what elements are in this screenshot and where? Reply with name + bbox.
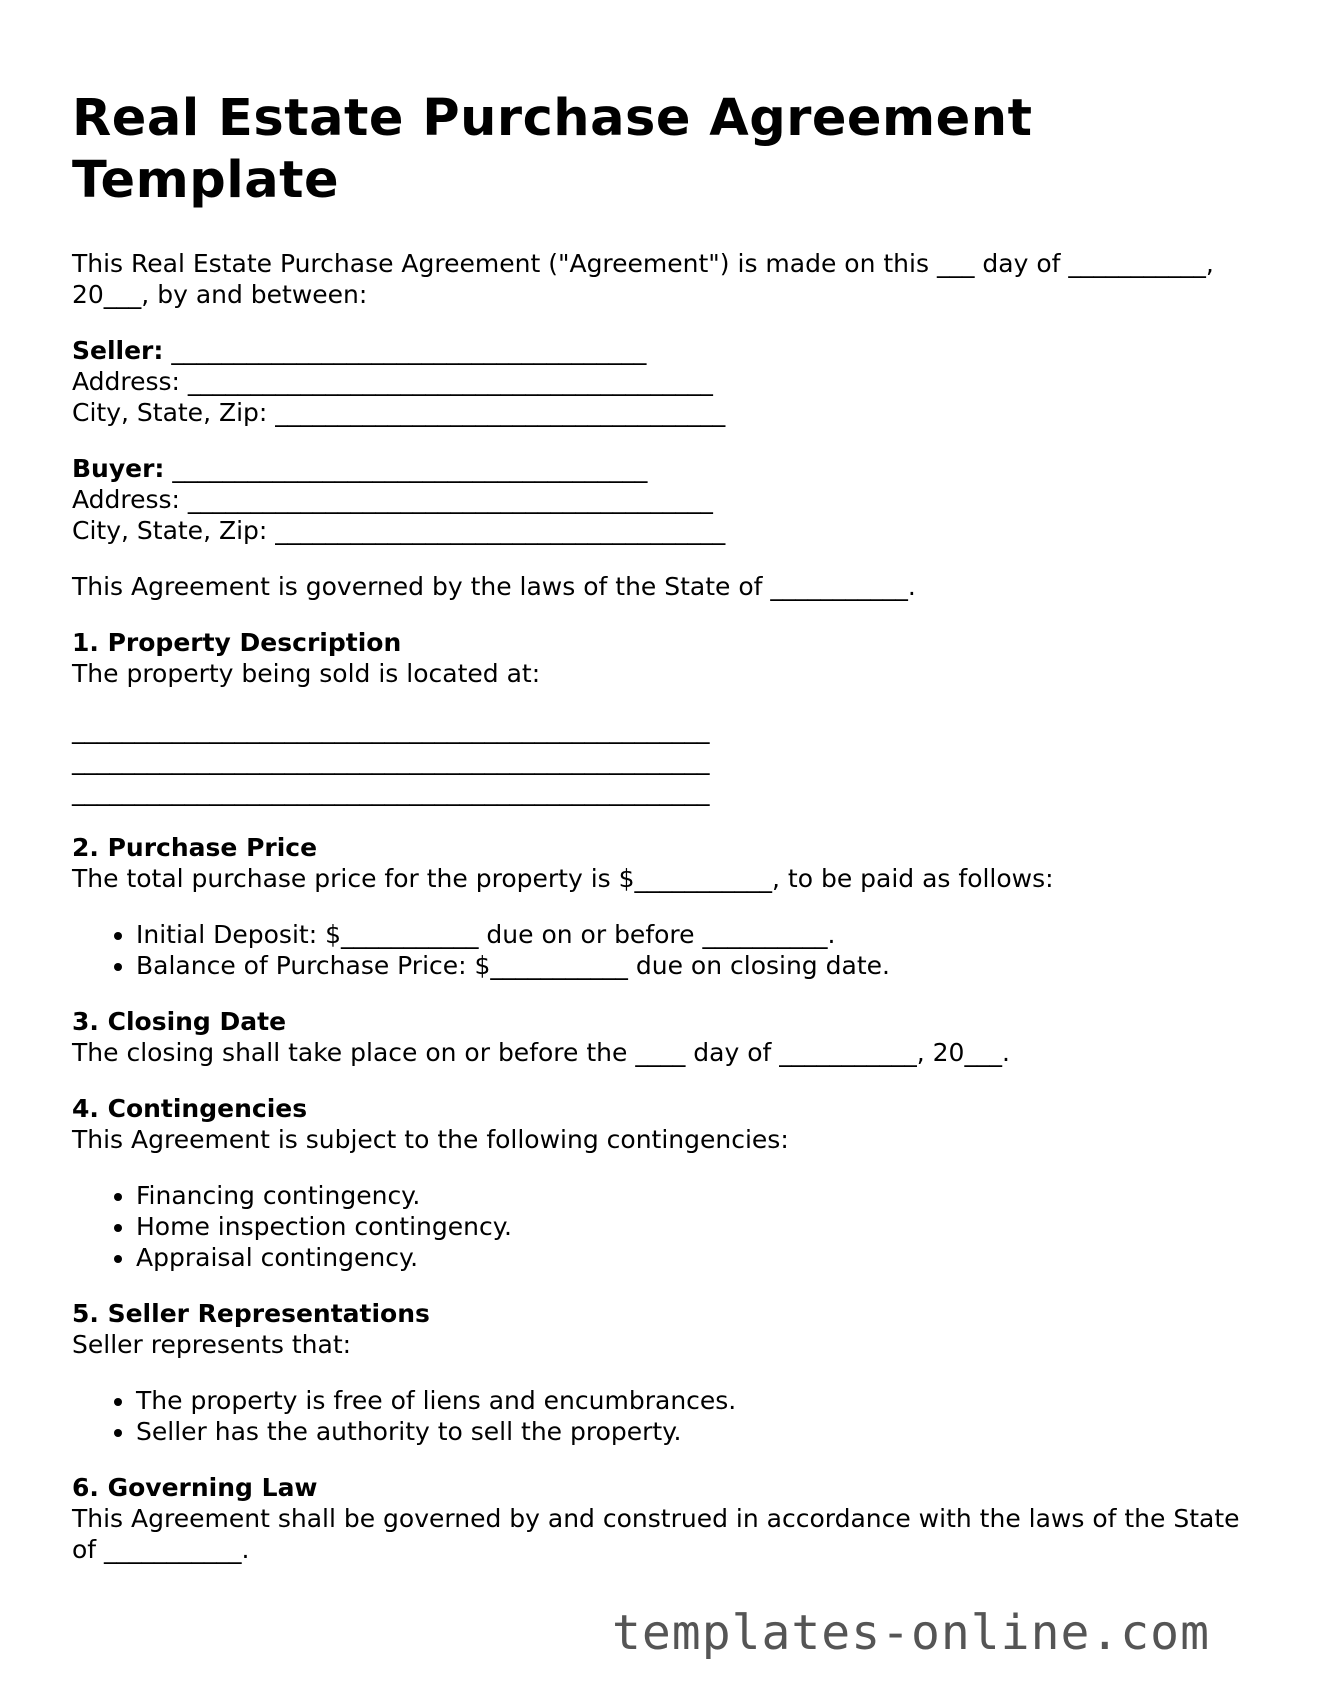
list-item: • Seller has the authority to sell the property. (136, 1416, 1252, 1447)
section-seller-representations (72, 1298, 1252, 1447)
buyer-label: Buyer: (72, 454, 165, 483)
representations-list (72, 1385, 1252, 1447)
list-item: • Balance of Purchase Price: $___________ due on closing date. (136, 950, 1252, 981)
intro-paragraph: This Real Estate Purchase Agreement ("Agreement") is made on this ___ day of ___________, 20___, by and between: (72, 249, 1214, 309)
seller-address: Address: __________________________________________ (72, 367, 713, 396)
blank-line: ___________________________________________________ (72, 746, 710, 775)
seller-city-state-zip: City, State, Zip: ____________________________________ (72, 398, 726, 427)
blank-line: ___________________________________________________ (72, 715, 710, 744)
governed-by-statement: This Agreement is governed by the laws of the State of ___________. (72, 572, 916, 601)
contingency-list (72, 1180, 1252, 1273)
section-closing-date (72, 1006, 1252, 1068)
section-text: Seller represents that: (72, 1330, 352, 1359)
section-governing-law (72, 1472, 1252, 1565)
section-heading: 6. Governing Law (72, 1473, 318, 1502)
seller-block (72, 335, 1252, 428)
list-item: • Initial Deposit: $___________ due on or before __________. (136, 919, 1252, 950)
list-item: • The property is free of liens and encumbrances. (136, 1385, 1252, 1416)
list-item: • Appraisal contingency. (136, 1242, 1252, 1273)
section-purchase-price (72, 832, 1252, 981)
property-address-lines (72, 714, 1252, 807)
buyer-block (72, 453, 1252, 546)
list-item: • Home inspection contingency. (136, 1211, 1252, 1242)
buyer-city-state-zip: City, State, Zip: ____________________________________ (72, 516, 726, 545)
payment-list (72, 919, 1252, 981)
section-contingencies (72, 1093, 1252, 1273)
blank-line: ___________________________________________________ (72, 777, 710, 806)
buyer-name-blank: ______________________________________ (164, 454, 648, 483)
buyer-address: Address: __________________________________________ (72, 485, 713, 514)
section-text: This Agreement shall be governed by and construed in accordance with the laws of the State of ___________. (72, 1504, 1240, 1564)
section-heading: 2. Purchase Price (72, 833, 318, 862)
section-text: The property being sold is located at: (72, 659, 541, 688)
document-page (72, 88, 1252, 1590)
section-text: This Agreement is subject to the following contingencies: (72, 1125, 789, 1154)
section-property-description (72, 627, 1252, 807)
section-text: The total purchase price for the property is $___________, to be paid as follows: (72, 864, 1054, 893)
section-heading: 1. Property Description (72, 628, 402, 657)
section-heading: 3. Closing Date (72, 1007, 287, 1036)
seller-label: Seller: (72, 336, 164, 365)
section-heading: 5. Seller Representations (72, 1299, 430, 1328)
seller-name-blank: ______________________________________ (163, 336, 647, 365)
watermark: templates-online.com (612, 1605, 1210, 1661)
list-item: • Financing contingency. (136, 1180, 1252, 1211)
document-title: Real Estate Purchase Agreement Template (72, 89, 1033, 210)
section-heading: 4. Contingencies (72, 1094, 308, 1123)
section-text: The closing shall take place on or before the ____ day of ___________, 20___. (72, 1038, 1010, 1067)
